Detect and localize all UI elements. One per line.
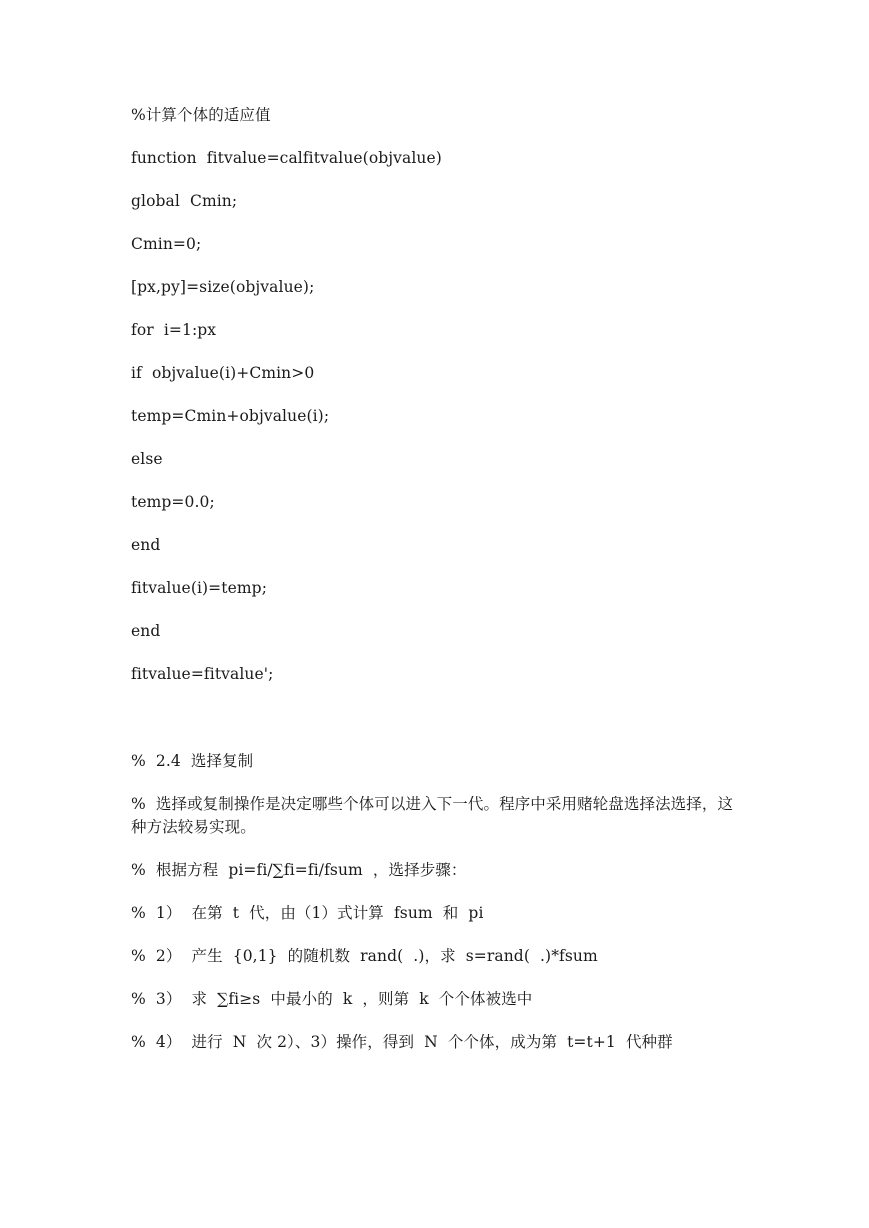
code-line: temp=Cmin+objvalue(i); — [131, 407, 330, 425]
section-heading: % 2.4 选择复制 — [131, 752, 254, 770]
section-paragraph: % 根据方程 pi=fi/∑fi=fi/fsum ，选择步骤： — [131, 861, 467, 879]
code-line: [px,py]=size(objvalue); — [131, 278, 315, 296]
section-paragraph: % 3） 求 ∑fi≥s 中最小的 k ，则第 k 个个体被选中 — [131, 990, 533, 1008]
code-line: for i=1:px — [131, 321, 217, 339]
section-paragraph: % 1） 在第 t 代，由（1）式计算 fsum 和 pi — [131, 904, 484, 922]
code-line: end — [131, 622, 161, 640]
code-line: function fitvalue=calfitvalue(objvalue) — [131, 149, 442, 167]
code-comment-header: %计算个体的适应值 — [131, 106, 271, 124]
section-paragraph: % 4） 进行 N 次 2）、3）操作，得到 N 个个体，成为第 t=t+1 代种群 — [131, 1033, 673, 1051]
code-line: fitvalue(i)=temp; — [131, 579, 268, 597]
section-paragraph: % 选择或复制操作是决定哪些个体可以进入下一代。程序中采用赌轮盘选择法选择，这种方法较易实现。 — [131, 795, 734, 836]
section-paragraph: % 2） 产生 {0,1} 的随机数 rand( .)，求 s=rand( .)*fsum — [131, 947, 598, 965]
code-line: fitvalue=fitvalue'; — [131, 665, 274, 683]
code-line: if objvalue(i)+Cmin>0 — [131, 364, 315, 382]
code-line: Cmin=0; — [131, 235, 202, 253]
section-spacer — [131, 706, 741, 750]
code-line: temp=0.0; — [131, 493, 215, 511]
code-line: else — [131, 450, 163, 468]
code-line: global Cmin; — [131, 192, 238, 210]
code-line: end — [131, 536, 161, 554]
document-page — [131, 104, 741, 1074]
